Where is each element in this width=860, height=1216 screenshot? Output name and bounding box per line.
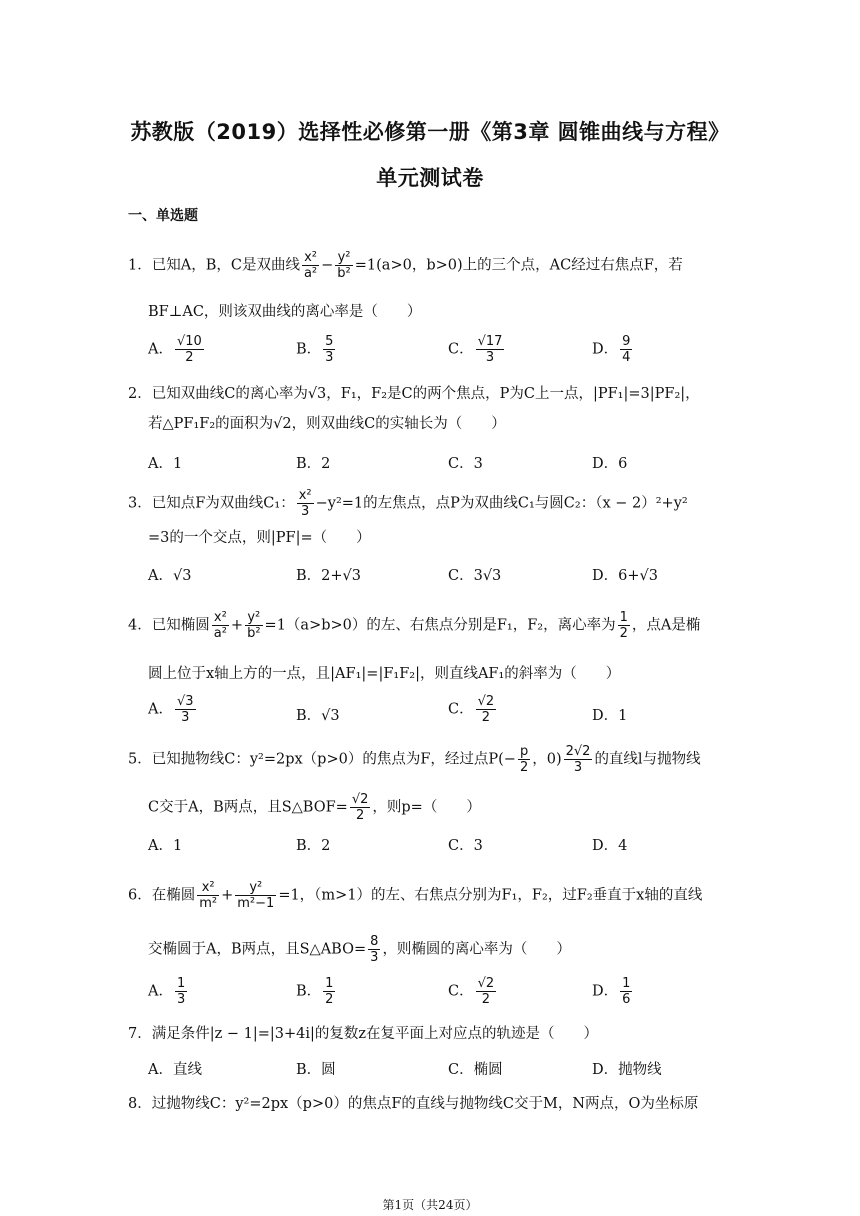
fraction: $\frac{\text{x²}}{\text{a²}}$ [213, 610, 227, 641]
option-b: B．2 [296, 456, 331, 472]
option-a: A． $\frac{√10}{2}$ [148, 334, 202, 365]
fraction: $\frac{8}{3}$ [370, 934, 379, 965]
option-a: A．1 [148, 838, 183, 854]
option-c: C．3√3 [448, 568, 502, 584]
option-c: C． $\frac{√2}{2}$ [448, 694, 495, 725]
fraction: $\frac{\text{y²}}{\text{m²−1}}$ [237, 880, 275, 911]
question-4-line-1: 4．已知椭圆 $\frac{\text{x²}}{\text{a²}}$ + $\frac{\text{y²}}{\text{b²}}$ =1（a>b>0）的左、右焦点分别是F₁，F₂，离心率为 $\frac{1}{2}$ ，点A是椭 [128, 610, 701, 641]
option-d: D．4 [592, 838, 628, 854]
fraction: $\frac{2√2}{3}$ [565, 744, 591, 775]
document-title: 苏教版（2019）选择性必修第一册《第3章 圆锥曲线与方程》 [130, 120, 730, 144]
option-c: C． $\frac{√2}{2}$ [448, 976, 495, 1007]
option-b: B．圆 [296, 1062, 336, 1078]
question-3-options [148, 564, 708, 588]
question-6-line-1: 6．在椭圆 $\frac{\text{x²}}{\text{m²}}$ + $\frac{\text{y²}}{\text{m²−1}}$ =1，（m>1）的左、右焦点分别为F₁，F₂，过F₂垂直于x轴的直线 [128, 880, 703, 911]
question-8-line-1: 8．过抛物线C：y²=2px（p>0）的焦点F的直线与抛物线C交于M，N两点，O为坐标原 [128, 1096, 699, 1112]
fraction: $\frac{1}{2}$ [619, 610, 628, 641]
option-a: A．√3 [148, 568, 192, 584]
question-2-line-1: 2．已知双曲线C的离心率为√3，F₁，F₂是C的两个焦点，P为C上一点，|PF₁|=3|PF₂|， [128, 386, 700, 402]
option-d: D．抛物线 [592, 1062, 662, 1078]
question-6-options [148, 976, 708, 1007]
option-c: C．3 [448, 838, 483, 854]
question-2-line-2: 若△PF₁F₂的面积为√2，则双曲线C的实轴长为（ ） [148, 416, 506, 432]
option-d: D． $\frac{9}{4}$ [592, 334, 631, 365]
option-d: D．6 [592, 456, 628, 472]
fraction: $\frac{\text{x²}}{\text{m²}}$ [199, 880, 218, 911]
fraction: $\frac{√2}{2}$ [351, 792, 369, 823]
question-5-options [148, 834, 708, 858]
section-heading: 一、单选题 [128, 208, 198, 224]
question-7-line-1: 7．满足条件|z − 1|=|3+4i|的复数z在复平面上对应点的轨迹是（ ） [128, 1026, 599, 1042]
option-d: D． $\frac{1}{6}$ [592, 976, 631, 1007]
option-a: A． $\frac{√3}{3}$ [148, 694, 194, 725]
question-1-line-2: BF⊥AC，则该双曲线的离心率是（ ） [148, 304, 422, 320]
question-6-line-2: 交椭圆于A，B两点，且S△ABO= $\frac{8}{3}$ ，则椭圆的离心率为（ ） [148, 934, 571, 965]
option-a: A．1 [148, 456, 183, 472]
fraction: $\frac{\text{x²}}{3}$ [298, 488, 312, 519]
option-b: B．2+√3 [296, 568, 361, 584]
option-a: A． $\frac{1}{3}$ [148, 976, 186, 1007]
option-b: B．√3 [296, 708, 340, 724]
page-footer: 第1页（共24页） [382, 1198, 478, 1212]
fraction: $\frac{\text{x²}}{\text{a²}}$ [303, 250, 318, 281]
question-4-line-2: 圆上位于x轴上方的一点，且|AF₁|=|F₁F₂|，则直线AF₁的斜率为（ ） [148, 666, 621, 682]
option-b: B． $\frac{1}{2}$ [296, 976, 334, 1007]
question-5-line-2: C交于A，B两点，且S△BOF= $\frac{√2}{2}$ ，则p=（ ） [148, 792, 481, 823]
option-c: C．3 [448, 456, 483, 472]
option-d: D．1 [592, 708, 628, 724]
question-1-line-1: 1．已知A，B，C是双曲线 $\frac{\text{x²}}{\text{a²}}$ − $\frac{\text{y²}}{\text{b²}}$ =1(a>0，b>0)上的三个点，AC经过右焦点F，若 [128, 250, 683, 281]
question-3-line-1: 3．已知点F为双曲线C₁： $\frac{\text{x²}}{3}$ −y²=1的左焦点，点P为双曲线C₁与圆C₂：（x − 2）²+y² [128, 488, 688, 519]
question-7-options [148, 1058, 708, 1082]
option-b: B． $\frac{5}{3}$ [296, 334, 334, 365]
option-c: C． $\frac{√17}{3}$ [448, 334, 503, 365]
question-3-line-2: =3的一个交点，则|PF|=（ ） [148, 530, 371, 546]
option-d: D．6+√3 [592, 568, 658, 584]
option-c: C．椭圆 [448, 1062, 503, 1078]
fraction: $\frac{p}{2}$ [519, 744, 529, 775]
option-a: A．直线 [148, 1062, 202, 1078]
question-2-options [148, 452, 708, 476]
question-5-line-1: 5．已知抛物线C：y²=2px（p>0）的焦点为F，经过点P(− $\frac{p}{2}$ ，0) $\frac{2√2}{3}$ 的直线l与抛物线 [128, 744, 701, 775]
question-4-options [148, 694, 708, 725]
question-1-options [148, 334, 708, 365]
document-subtitle: 单元测试卷 [376, 166, 484, 190]
option-b: B．2 [296, 838, 331, 854]
fraction: $\frac{\text{y²}}{\text{b²}}$ [337, 250, 351, 281]
fraction: $\frac{\text{y²}}{\text{b²}}$ [247, 610, 261, 641]
